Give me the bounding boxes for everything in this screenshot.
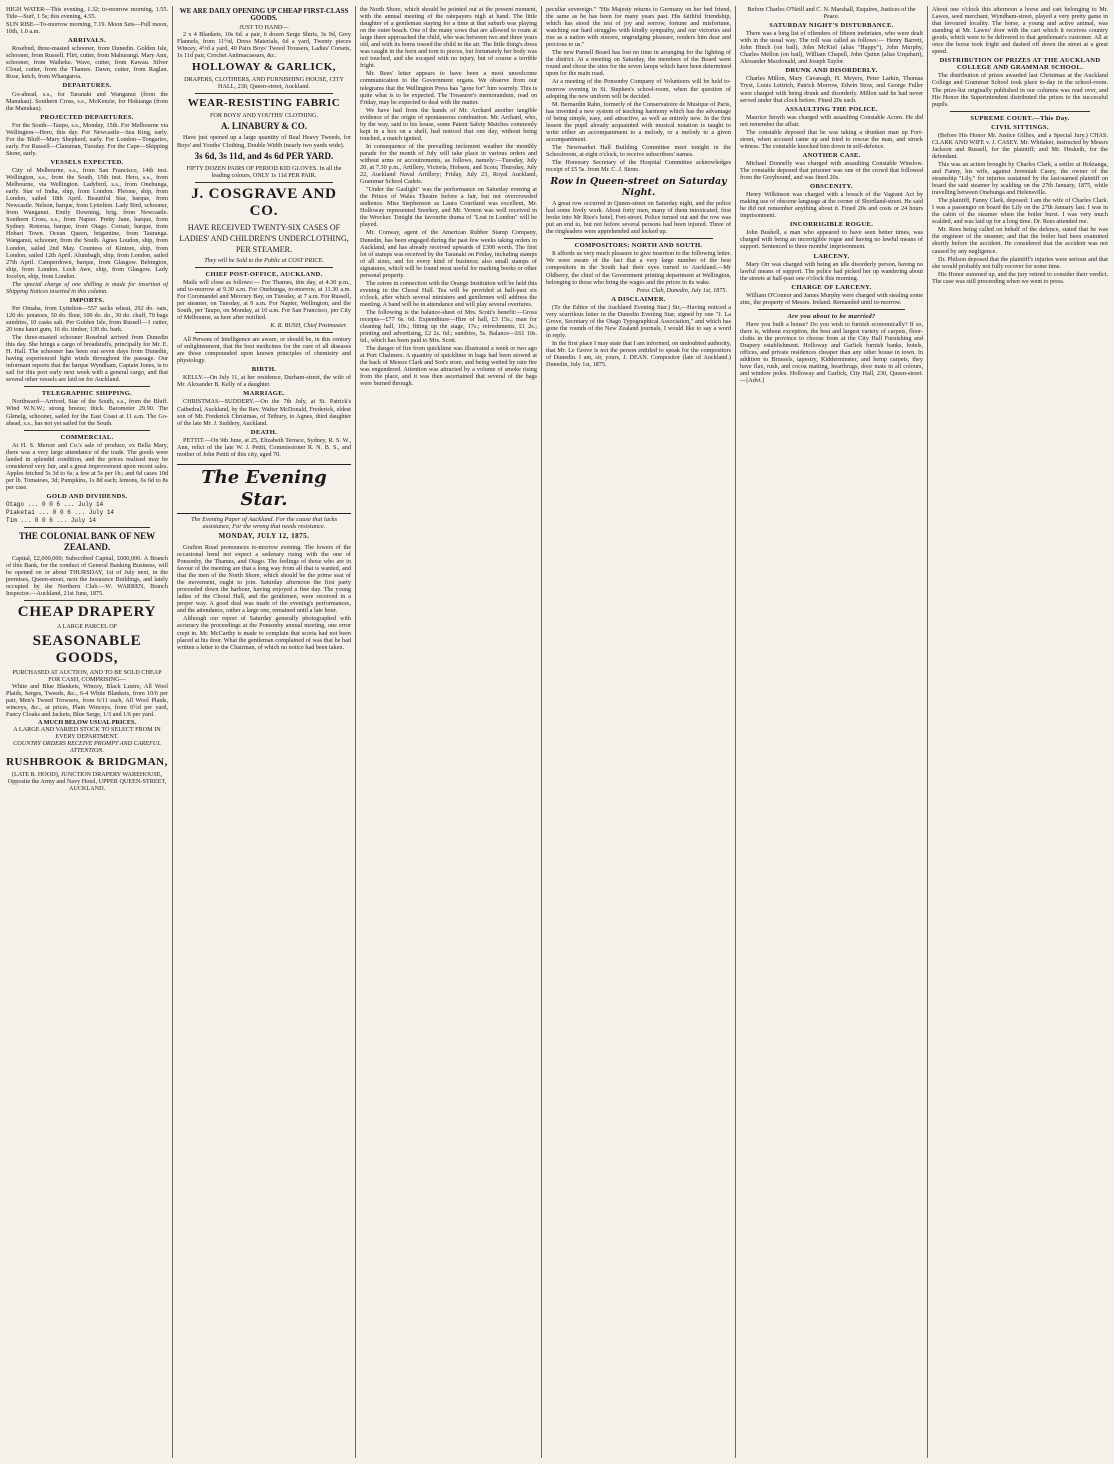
cosgrave-note: They will be Sold to the Public at COST PRICE. xyxy=(204,256,324,264)
column-rule xyxy=(172,6,173,1458)
column-rule xyxy=(735,6,736,1458)
compositors-article: It affords us very much pleasure to give insertion to the following letter. We were aware of the fact that a very large number of the best compositors in the South had their eyes turned to Auckland.—Mr Oldberry, the chief of the Government printing department at Wellington, belonging to those who bring the wages and the prices in its wake. xyxy=(546,250,731,286)
holloway-heading: HOLLOWAY & GARLICK, xyxy=(191,61,337,74)
leader-article: Grafton Road pronounces to-morrow evening. The lowers of the occasional bend not expect a sedenary rising with the one of Ponsonby, the Thames, and Otago. The feelings of those who are in favour of the meeting are that a long way from all that is wanted, and that the men of the North Shore, which should be the prime seat of the movement, ought to join. Saturday afternoon the first party proceeded down the harbour, having enjoyed a fine day. The young ladies of the Choral Hall, and the gentlemen, were received in a proper way. A good deal was made of the evening's performances, and the attendance, rather a large one, remained until a late hour. xyxy=(177,543,351,615)
news-paragraph: The danger of fire from quicklime was illustrated a week or two ago at Port Chalmers. A quantity of quicklime in bags had been stowed at the back of Messrs Clark and Son's store, and being wetted by rain fire was engendered. Attention was attracted by a volume of smoke rising from the place, and it was then ascertained that several of the bags were burned through. xyxy=(360,345,537,388)
projected-list: For the South—Taupo, s.s., Monday, 15th. For Melbourne via Wellington—Hero, this day. For Newcastle—Sea King, early. For the Bluff—Mary Shepherd, early. For London—Tongariro, early. For Russell—Clansman, Tuesday. For the Cape—Skipping Stone, early. xyxy=(6,121,168,157)
expected-list: City of Melbourne, s.s., from San Francisco, 14th inst. Wellington, s.s., from the South, 15th inst. Hero, s.s., from Melbourne, via Wellington. Ladybird, s.s., from Onehunga, early. Star of India, ship, from London. Pleione, ship, from London, sailed 18th April. Beautiful Star, barque, from Newcastle. Nelson, barque, from Lyttelton. Lady Bird, schooner, from Wanganui. Emily Downing, brig, from Newcastle. Southern Cross, s.s., from Napier. Pretty Jane, barque, from Sydney. Rotorua, barque, from Otago. Corsair, barque, from Hobart Town. Ocean Queen, brigantine, from Tauranga. Wanganui, schooner, from the South. Agnes Loudon, ship, from London, sailed 2nd May. Countess of Kintore, ship, from London, sailed 12th April. Alumbagh, ship, from London, sailed 27th April. Camperdown, barque, from Glasgow. Bebington, ship, from London. Loch Awe, ship, from Glasgow. Lady Jocelyn, ship, from London. xyxy=(6,166,168,280)
assault-heading: ASSAULTING THE POLICE. xyxy=(785,105,878,113)
news-paragraph: peculiar sovereign." "His Majesty returns to Germany on her bed friend, the same as he has been for many years past. His faithful friendship, which has stood the test of joy and sorrow, fortune and misfortune, watching our hard struggles with kindly sympathy, and our victories and rise as a nation with sincere, ungrudging pleasure, renders him dear and precious to us." xyxy=(546,6,731,49)
post-office-heading: CHIEF POST-OFFICE, AUCKLAND. xyxy=(205,270,323,278)
cheap-subheading: A LARGE PARCEL OF xyxy=(56,623,118,631)
court-report: Dr. Philson deposed that the plaintiff's injuries were serious and that she would probably not fully recover for some time. xyxy=(932,255,1108,270)
birth-heading: BIRTH. xyxy=(251,366,277,374)
disclaimer-heading: A DISCLAIMER. xyxy=(611,295,666,303)
imports-heading: IMPORTS. xyxy=(69,296,105,304)
civil-sittings-heading: CIVIL SITTINGS. xyxy=(991,123,1049,131)
news-paragraph: Mr. Conway, agent of the American Rubber Stamp Company, Dunedin, has been engaged during the past few weeks taking orders in Auckland, and has already received upwards of £300 worth. The first lot of stamps was received by the Taranaki on Friday, including stamps of all sizes, and for every kind of business; also small stamps of signatures, which will be found most useful for marking books or other personal property. xyxy=(360,229,537,279)
news-paragraph: The Newmarket Hall Building Committee meet tonight in the Schoolroom, at eight o'clock, to receive subscribers' names. xyxy=(546,143,731,158)
divider xyxy=(564,238,713,239)
court-report: The plaintiff, Fanny Clark, deposed: I am the wife of Charles Clark. I was a passenger on board the Lily on the 27th January last. I was in the cabin of the steamer when the boiler burst. I was very much scalded, and was laid up for a long time. Dr. Rees attended me. xyxy=(932,197,1108,226)
linabury-heading: A. LINABURY & CO. xyxy=(220,121,308,132)
arrivals-list: Rosebud, three-masted schooner, from Dunedin. Golden Isle, schooner, from Russell. Flirt, cutter, from Mahurangi. Mary Ann, schooner, from Waiheke. Wave, cutter, from Kawau. Silver Cloud, cutter, from the Thames. Dawn, cutter, from Raglan. Rose, ketch, from Whangaroa. xyxy=(6,45,168,81)
wear-subheading: FOR BOYS' AND YOUTHS' CLOTHING. xyxy=(209,112,319,120)
court-report: Mary Orr was charged with being an idle disorderly person, having no lawful means of support. The police had picked her up wandering about the streets at half-past one o'clock this morning. xyxy=(740,260,923,282)
purchased-line: PURCHASED AT AUCTION, AND TO BE SOLD CHEAP FOR CASH, COMPRISING— xyxy=(12,668,162,683)
wear-heading: WEAR-RESISTING FABRIC xyxy=(187,97,341,110)
larceny-heading: LARCENY. xyxy=(813,252,850,260)
disclaimer-letter: (To the Editor of the Auckland Evening Star.) Sir,—Having noticed a very scurrilous letter in the Dunedin Evening Star, signed by one "J. La Grove, Secretary of the Otago Typographical Association," and which has gone the rounds of the New Zealand journals, I would like to say a word in reply. xyxy=(546,303,731,339)
charge-heading: CHARGE OF LARCENY. xyxy=(791,283,872,291)
news-paragraph: The following is the balance-sheet of Mrs. Scott's benefit:—Gross receipts—£77 6s. 6d. Expenditure—Hire of hall, £3 15s.; man for cleaning hall, 10s.; fitting up the stage, 17s.; refreshments, £1 2s.; printing and advertising, £2 2s. 6d.; sundries, 5s. Balance—£61 10s. 6d., which has been paid to Mrs. Scott. xyxy=(360,308,537,345)
gold-line: Tim ... 0 0 6 ... July 14 xyxy=(6,517,97,525)
just-to-hand: JUST TO HAND— xyxy=(239,24,289,32)
departures-heading: DEPARTURES. xyxy=(62,82,112,90)
assortment-line: A LARGE AND VARIED STOCK TO SELECT FROM IN EVERY DEPARTMENT. xyxy=(13,725,161,740)
imports-list: Per Omaha, from Lyttelton—557 sacks wheat, 292 do. oats, 120 do. potatoes, 50 do. flour, 100 do. do., 30 do. chaff, 70 bags sundries, 10 casks salt. Per Golden Isle, from Russell—1 cutter, 20 tons kauri gum, 16 do. timber, 130 do. bark. xyxy=(6,304,168,334)
news-paragraph: The soiree in connection with the Orange Institution will be held this evening in the Choral Hall. Tea will be provided at half-past six o'clock, after which several ministers and gentlemen will address the meeting. A band will be in attendance and will play several overtures. xyxy=(360,279,537,308)
telegraphic-heading: TELEGRAPHIC SHIPPING. xyxy=(41,390,133,398)
row-article: A great row occurred in Queen-street on Saturday night, and the police had some lively work. About forty men, many of them intoxicated, first broke into Mr Rice's hotel, Fort-street. Police turned out and the row was put an end to, but not before several persons had been injured. Three of the ringleaders were apprehended and locked up. xyxy=(546,200,731,236)
court-bench: Before Charles O'Neill and C. N. Marshall, Esquires, Justices of the Peace. xyxy=(747,6,916,21)
divider xyxy=(758,309,905,310)
projected-heading: PROJECTED DEPARTURES. xyxy=(40,113,134,121)
divider xyxy=(195,332,333,333)
disclaimer-letter-2: In the first place I may state that I am informed, on undoubted authority, that Mr. Le Grove is not the person entitled to speak for the compositors of Dunedin. I am, sir, yours, J. DEAN. Compositor (late of Auckland.) Dunedin, July 1st, 1875. xyxy=(546,339,731,369)
column-rule xyxy=(927,6,928,1458)
prize-report: The distribution of prizes awarded last Christmas at the Auckland College and Grammar School took place to-day in the school-room. The prize-list originally published in our columns was read over, and His Honor the Superintendent distributed the prizes to the successful pupils. xyxy=(932,72,1108,108)
opening-heading: WE ARE DAILY OPENING UP CHEAP FIRST-CLASS GOODS. xyxy=(179,7,349,23)
advert-heading: Are you about to be married? xyxy=(787,312,876,320)
supreme-court-heading: SUPREME COURT.—This Day. xyxy=(970,114,1070,122)
news-paragraph: Mr. Rees' letter appears to have been a most unwelcome communication to the Government organs. We observe from our telegrams that the Wellington Press has "gone for" him warmly. This is quite what is to be expected. The Treasurer's memorandum, read on Friday, may be expected to deal with the matter. xyxy=(360,70,537,106)
linabury-body: Have just opened up a large quantity of Real Heavy Tweeds, for Boys' and Youths' Clothing, Double Width (nearly two yards wide). xyxy=(177,134,351,149)
compositors-heading: COMPOSITORS: NORTH AND SOUTH. xyxy=(574,242,703,250)
expected-note: The special charge of one shilling is made for insertion of Shipping Notices inserted in this column. xyxy=(6,280,168,295)
sun-notice: SUN RISE—To-morrow morning, 7.19. Moon Sets—Full moon, 10th, 1.0 a.m. xyxy=(6,21,168,36)
disturbance-heading: SATURDAY NIGHT'S DISTURBANCE. xyxy=(769,22,894,30)
gloves-notice: FIFTY DOZEN PAIRS OF PERIOD KID GLOVES. In all the leading colours, ONLY 1s 11d PER PAIR. xyxy=(186,164,342,179)
news-paragraph: "Under the Gaslight" was the performance on Saturday evening at the Prince of Wales Theatre before a fair, but not overcrowded audience. Miss Stephenson as Laura Courtland was excellent, Mr. Holloway represented Snorkey, and Mr. Vernon was well received in the Wrecker. Tonight the favourite drama of "Lost in London" will be played. xyxy=(360,186,537,229)
arrivals-heading: ARRIVALS. xyxy=(68,37,106,45)
another-heading: ANOTHER CASE. xyxy=(802,151,861,159)
masthead-subtitle: The Evening Paper of Auckland. For the cause that lacks assistance, For the wrong that needs resistance. xyxy=(190,515,338,530)
prices-line: 3s 6d, 3s 11d, and 4s 6d PER YARD. xyxy=(194,150,334,161)
cosgrave-heading: J. COSGRAVE AND CO. xyxy=(191,185,337,219)
column-rule xyxy=(541,6,542,1458)
column-4 xyxy=(546,6,731,1458)
news-paragraph: the North Shore, which should be pointed out at the present moment, with the annual meeting of the ratepayers nigh at hand. The little daughter of a gentleman staying for a time at that suburb was playing on the outer beach. One of the many cows that are allowed to roam at large there approached the child, who was between two and three years old, and with its horns tossed the child in the air. The little thing's dress was caught in the horn and torn to pieces, but fortunately her body was not touched, and she escaped with no injury, but of course a terrible fright. xyxy=(360,6,537,70)
court-report: John Bushell, a man who appeared to have seen better times, was charged with being an incorrigible rogue and having no lawful means of support. Sentenced to three months' imprisonment. xyxy=(740,229,923,251)
cosgrave-body: HAVE RECEIVED TWENTY-SIX CASES OF LADIES' AND CHILDREN'S UNDERCLOTHING, PER STEAMER. xyxy=(179,222,349,254)
tides-notice: HIGH WATER—This evening, 1.32; to-morrow morning, 1.55. Tide—Surf, 1 5s; this evening, 4.55. xyxy=(6,6,168,21)
court-report: Maurice Smyth was charged with assaulting Constable Acorn. He did not remember the affair. xyxy=(740,113,923,128)
holloway-address: DRAPERS, CLOTHIERS, AND FURNISHING HOUSE, CITY HALL, 230, Queen-street, Auckland. xyxy=(184,76,344,91)
divider xyxy=(195,93,333,94)
advert-body: Have you built a house? Do you wish to furnish economically? If so, there is, without exception, the best and largest variety of carpets, floor-cloths in the province to choose from at the City Hall Furnishing and Drapery establishment. Holloway and Garlick furnish banks, hotels, offices, and private residences cheaper than any other house in town. In addition to Brussels, tapestry, Kidderminster, and hemp carpets, they have flax, rush, and cocoa matting, hearthrugs, door mats in all colours, and window poles. Holloway and Garlick, City Hall, 230, Queen-street.—[Advt.] xyxy=(740,320,923,385)
court-report: Michael Donnelly was charged with assaulting Constable Winslow. The constable deposed that prisoner was one of the crowd that followed from the Greyhound, and was fined 20s. xyxy=(740,159,923,182)
column-5 xyxy=(740,6,923,1458)
news-paragraph: The new Parnell Board has lost no time in arranging for the lighting of the district. At a meeting on Saturday, the members of the Board went round and chose the sites for the seven lamps which have been determined upon for the main road. xyxy=(546,49,731,78)
birth-notice: KELLY.—On July 11, at her residence, Durham-street, the wife of Mr. Alexander B. Kelly of a daughter. xyxy=(177,374,351,389)
rushbrook-heading: RUSHBROOK & BRIDGMAN, xyxy=(6,756,168,769)
post-office-body: Mails will close as follows:— For Thames, this day, at 4.30 p.m., and to-morrow at 9.30 a.m. For Onehunga, to-morrow, at 11.30 a.m. For Coromandel and Mercury Bay, on Tuesday, at 7 a.m. For Russell, per steamer, on Tuesday, at 9 a.m. For Napier, Wellington, and the South, per Taupo, on Monday, at 10 a.m. For San Francisco, per City of Melbourne, as here after notified. xyxy=(177,278,351,321)
drunk-heading: DRUNK AND DISORDERLY. xyxy=(785,67,878,75)
column-rule xyxy=(355,6,356,1458)
column-2 xyxy=(177,6,351,1458)
drapery-list: White and Blue Blankets, Wincey, Black Lustre, All Wool Plaids, Serges, Tweeds, &c., 6-4 White Blankets, from 10/6 per pair, Men's Tweed Trowsers, from 6/11 each, All Wool Plaids, winceys, &c., at prices, Plain Winceys, from 6½d per yard, Fancy Cloaks and Jackets, Blue Serge, 1/3 and 1/6 per yard. xyxy=(6,682,168,718)
below-prices-line: A MUCH BELOW USUAL PRICES. xyxy=(37,718,137,726)
intelligence-ad: All Persons of Intelligence are aware, or should be, in this century of enlightenment, that the best medicines for the cure of all diseases are those compounded upon known principles of chemistry and physiology. xyxy=(177,336,351,365)
row-headline: Row in Queen-street on Saturday Night. xyxy=(550,176,727,199)
country-orders-line: COUNTRY ORDERS RECEIVE PROMPT AND CAREFUL ATTENTION. xyxy=(13,739,161,755)
divider xyxy=(195,182,333,183)
divider xyxy=(24,600,150,601)
court-report: Charles Millon, Mary Cavanagh, H. Meyers, Peter Larkin, Thomas Tryst, Louis Lettrich, Patrick Morrow, Edwin Stow, and George Fuller were charged with being drunk and disorderly. Millon said he had never served under that clock before. Fined 20s each. xyxy=(740,75,923,104)
divider xyxy=(24,386,150,387)
news-paragraph: In consequence of the prevailing inclement weather the monthly parade for the month of July will take place in various orders and without arms or accoutrements, as follows, namely:—Tuesday, July 20, at 7.30 p.m., Artillery, Victoria, Hobson, and Scots; Thursday, July 22, Auckland Naval Artillery; Friday, July 23, Royal Auckland, Grammar School Cadets. xyxy=(360,142,537,186)
masthead: The Evening Star. xyxy=(177,464,351,514)
news-paragraph: The Honorary Secretary of the Hospital Committee acknowledges receipt of £5 5s. from Mr. C. J. Stone. xyxy=(546,158,731,174)
court-report: There was a long list of offenders of fifteen inebriates, who were dealt with in the usual way. The roll was called as follows:— Henry Barrett, John Hinch (on bail), John McKiel (alias "Happy"), John Murphy, Charles Mellon (on bail), William Chapell, John Quinn (alias Urquhart), Alexander Macdonald, and Joseph Taylor. xyxy=(740,30,923,66)
court-report: Mr. Rees being called on behalf of the defence, stated that he was the engineer of the steamer, and that the boiler had been examined shortly before the accident. He considered that the accident was not caused by any negligence. xyxy=(932,226,1108,255)
court-report: William O'Connor and James Murphy were charged with stealing some zinc, the property of Messrs. Ireland. Remanded until to-morrow. xyxy=(740,291,923,306)
goods-list: 2 x 4 Blankets, 10s 6d. a pair, 6 dozen Serge Shirts, 3s 9d, Grey Flannels, from 11½d, Dress Materials, 6d a yard, Twenty pieces Wincey, 4½d a yard, 40 Pairs Boys' Tweed Trousers, Ladies' Corsets, 1s 11d pair, Crochet Antimacassars, &c. xyxy=(177,31,351,60)
marriage-notice: CHRISTMAS—SUDDERY.—On the 7th July, at St. Patrick's Cathedral, Auckland, by the Rev. Walter McDonald, Frederick, eldest son of Mr. Frederick Christmas, of Tetbury, to Agnes, third daughter of the late Mr. J. Suddery, Auckland. xyxy=(177,398,351,427)
news-paragraph: At a meeting of the Ponsonby Company of Volunteers will be held to-morrow evening in St. Stephen's school-room, when the question of adopting the new uniform will be decided. xyxy=(546,78,731,100)
marriage-heading: MARRIAGE. xyxy=(243,390,285,398)
telegraphic-report: Northward—Arrived, Star of the South, s.s., from the Bluff. Wind W.N.W.; strong breeze; thick. Barometer 29.90. The Glenelg, schooner, sailed for the East Coast at 11 a.m. The Go-ahead, s.s., has not yet sailed for the South. xyxy=(6,398,168,427)
column-1 xyxy=(6,6,168,1458)
dateline: MONDAY, JULY 12, 1875. xyxy=(218,531,310,540)
bank-notice: Capital, £2,000,000; Subscribed Capital, £600,000. A Branch of this Bank, for the conduct of General Banking Business, will be opened on or about THURSDAY, 1st of July next, in the premises, Queen-street, next the Insurance Buildings, and lately occupied by the Northern Club.—W. WARREN, Branch Inspector.—Auckland, 21st June, 1875. xyxy=(6,555,168,598)
court-report: Henry Wilkinson was charged with a breach of the Vagrant Act by making use of obscene language at the corner of Shortland-street. He said he did not remember anything about it. Fined 20s and costs or 24 hours imprisonment. xyxy=(740,191,923,220)
divider xyxy=(950,111,1090,112)
news-paragraph: We have had from the hands of Mr. Archard another tangible evidence of the origin of spontaneous combustion. Mr. Archard, who, by the way, said to his house, some Patent Safety Matches commonly kept in a box on a shelf, had noticed that one day, without being touched, a match ignited. xyxy=(360,106,537,142)
departures-list: Go-ahead, s.s., for Taranaki and Wanganui (from the Manukau). Southern Cross, s.s., McKenzie, for Hokianga (from the Manukau). xyxy=(6,90,168,112)
expected-heading: VESSELS EXPECTED. xyxy=(50,158,124,166)
obscenity-heading: OBSCENITY. xyxy=(810,183,853,191)
column-3 xyxy=(360,6,537,1458)
court-report: This was an action brought by Charles Clark, a settler at Hokianga, and Fanny, his wife, against Jeremiah Casey, the owner of the steamship "Lily," for injuries sustained by the last-named plaintiff on board the said steamer by scalding on the 27th January, 1875, while travelling between Onehunga and Helensville. xyxy=(932,160,1108,197)
gold-line: Otago ... 0 0 6 ... July 14 xyxy=(6,501,104,509)
rushbrook-address: (LATE R. HOOD), JUNCTION DRAPERY WAREHOUSE, Opposite the Army and Navy Hotel, UPPER QUEEN-STREET, AUCKLAND. xyxy=(7,771,167,793)
column-6 xyxy=(932,6,1108,1458)
prize-heading: DISTRIBUTION OF PRIZES AT THE AUCKLAND COLLEGE AND GRAMMAR SCHOOL. xyxy=(939,57,1101,72)
bank-heading: THE COLONIAL BANK OF NEW ZEALAND. xyxy=(18,531,156,553)
news-paragraph: About one o'clock this afternoon a horse and cart belonging to Mr. Lawes, seed merchant, Wyndham-street, played a very pretty game in that favoured locality. The horse, a young and active animal, was standing at Mr. Lawes' door with the cart which it receives country goods, which were to be delivered to that gentleman's customer. All at once the horse took fright and dashed off down the street at a great speed. xyxy=(932,6,1108,56)
divider xyxy=(24,527,150,528)
gold-heading: GOLD AND DIVIDENDS. xyxy=(46,493,128,500)
commercial-report: At H. S. Mercer and Co.'s sale of produce, ex Bella Mary, there was a very large attendance of the trade. The goods were landed in splendid condition, and the prices realised may be considered very fair, and a great improvement upon recent sales. Apples fetched 5s 3d to 6s; a few at 5s per 1b.; and 6d cases 10d per lb. Tomatoes, 3d; Pumpkins, 1s 8d each; lemons, 6s 6d to 8s per case. xyxy=(6,441,168,491)
rosebud-report: The three-masted schooner Rosebud arrived from Dunedin this day. She brings a cargo of breadstuffs, principally for Mr. E. H. Hall. The schooner has been out seven days from Dunedin, having experienced light winds throughout the passage. Our informant reports that the barque Wyndham, Captain Jones, is to sail for this port early next week with a general cargo, and that several other vessels are laid on for Auckland. xyxy=(6,334,168,384)
post-office-signature: K. R. BUSH, Chief Postmaster. xyxy=(270,322,347,330)
court-report: His Honor summed up, and the jury retired to consider their verdict. The case was still proceeding when we went to press. xyxy=(932,270,1108,285)
divider xyxy=(24,430,150,431)
divider xyxy=(195,267,333,268)
seasonable-goods-heading: SEASONABLE GOODS, xyxy=(32,632,142,666)
death-notice: PETTIT.—On 9th June, at 25, Elizabeth Terrace, Sydney, R. S. W., Ann, relict of the late W. J. Pettit, Commissioner R. N. B. S., and mother of John Pettit of this city, aged 70. xyxy=(177,436,351,458)
press-club-signature: Press Club, Dunedin, July 1st, 1875. xyxy=(636,286,727,294)
commercial-heading: COMMERCIAL. xyxy=(60,433,114,441)
gold-line: Piaketai ... 0 0 6 ... July 14 xyxy=(6,509,115,517)
court-report: The constable deposed that he was taking a drunken man up Fort-street, when accused came up and tried to rescue the man, and struck witness. The constable knocked him down in self-defence. xyxy=(740,128,923,150)
cheap-drapery-heading: CHEAP DRAPERY xyxy=(17,604,157,621)
news-paragraph: M. Bernardin Rahn, formerly of the Conservatoire de Musique of Paris, has invented a new system of teaching harmony which has the advantage of being simple, easy, and attractive, as well as entirely new. In the first lesson the pupil already acquainted with musical notation is taught to write either an accompaniment to a melody, or a melody to a given accompaniment. xyxy=(546,100,731,143)
court-report: (Before His Honor Mr. Justice Gillies, and a Special Jury.) CHAS. CLARK AND WIFE v. J. CASEY. Mr. Whitaker, instructed by Messrs Jackson and Russell, for the plaintiff; and Mr. Hesketh, for the defendant. xyxy=(932,131,1108,160)
incorrigible-heading: INCORRIGIBLE ROGUE. xyxy=(789,221,874,229)
leader-article-2: Although our report of Saturday generally photographed with accuracy the proceedings at the Ponsonby annual meeting, one error crept in. Mr. McCarthy is made to complain that scoria had not been placed at his door. What the gentleman complained of was that he had written a letter to the Chairman, of which no notice had been taken. xyxy=(177,615,351,651)
death-heading: DEATH. xyxy=(250,428,278,436)
